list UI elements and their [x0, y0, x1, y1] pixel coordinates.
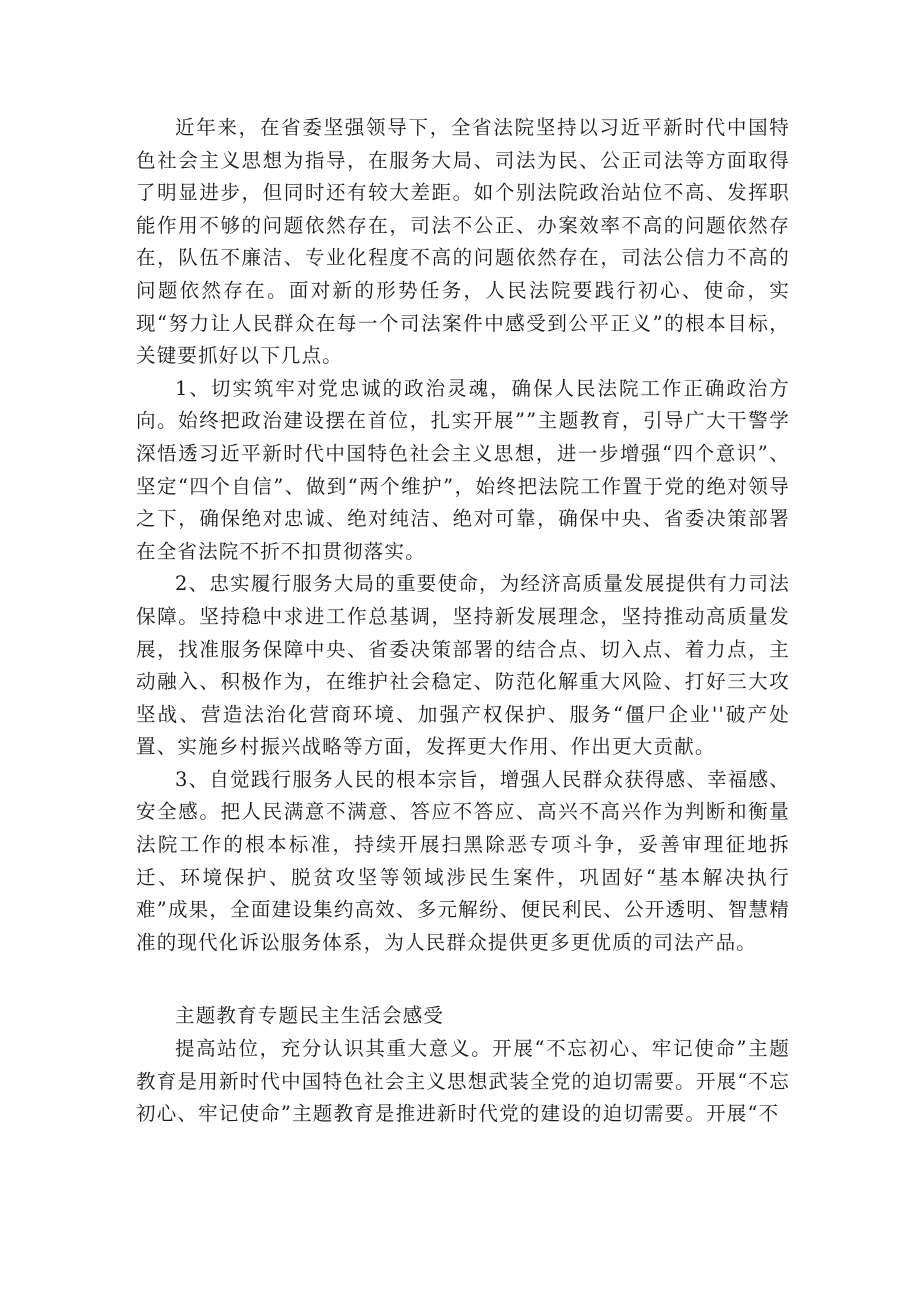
- point-3-paragraph: 3、自觉践行服务人民的根本宗旨，增强人民群众获得感、幸福感、安全感。把人民满意不满意、答应不答应、高兴不高兴作为判断和衡量法院工作的根本标准，持续开展扫黑除恶专项斗争，妥善审理征地拆迁、环境保护、脱贫攻坚等领域涉民生案件，巩固好“基本解决执行难”成果，全面建设集约高效、多元解纷、便民利民、公开透明、智慧精准的现代化诉讼服务体系，为人民群众提供更多更优质的司法产品。: [136, 767, 790, 954]
- closing-paragraph: 提高站位，充分认识其重大意义。开展“不忘初心、牢记使命”主题教育是用新时代中国特色社会主义思想武装全党的迫切需要。开展“不忘初心、牢记使命”主题教育是推进新时代党的建设的迫切需要。开展“不: [136, 1037, 790, 1126]
- intro-paragraph: 近年来，在省委坚强领导下，全省法院坚持以习近平新时代中国特色社会主义思想为指导，在服务大局、司法为民、公正司法等方面取得了明显进步，但同时还有较大差距。如个别法院政治站位不高、发挥职能作用不够的问题依然存在，司法不公正、办案效率不高的问题依然存在，队伍不廉洁、专业化程度不高的问题依然存在，司法公信力不高的问题依然存在。面对新的形势任务，人民法院要践行初心、使命，实现“努力让人民群众在每一个司法案件中感受到公平正义”的根本目标，关键要抓好以下几点。: [136, 116, 790, 368]
- section-subtitle: 主题教育专题民主生活会感受: [175, 1004, 445, 1028]
- point-1-paragraph: 1、切实筑牢对党忠诚的政治灵魂，确保人民法院工作正确政治方向。始终把政治建设摆在首位，扎实开展””主题教育，引导广大干警学深悟透习近平新时代中国特色社会主义思想，进一步增强“四个意识”、坚定“四个自信”、做到“两个维护”，始终把法院工作置于党的绝对领导之下，确保绝对忠诚、绝对纯洁、绝对可靠，确保中央、省委决策部署在全省法院不折不扣贯彻落实。: [136, 376, 790, 563]
- document-page: [136, 112, 790, 1131]
- point-2-paragraph: 2、忠实履行服务大局的重要使命，为经济高质量发展提供有力司法保障。坚持稳中求进工作总基调，坚持新发展理念，坚持推动高质量发展，找准服务保障中央、省委决策部署的结合点、切入点、着力点，主动融入、积极作为，在维护社会稳定、防范化解重大风险、打好三大攻坚战、营造法治化营商环境、加强产权保护、服务“僵尸企业''破产处置、实施乡村振兴战略等方面，发挥更大作用、作出更大贡献。: [136, 572, 790, 759]
